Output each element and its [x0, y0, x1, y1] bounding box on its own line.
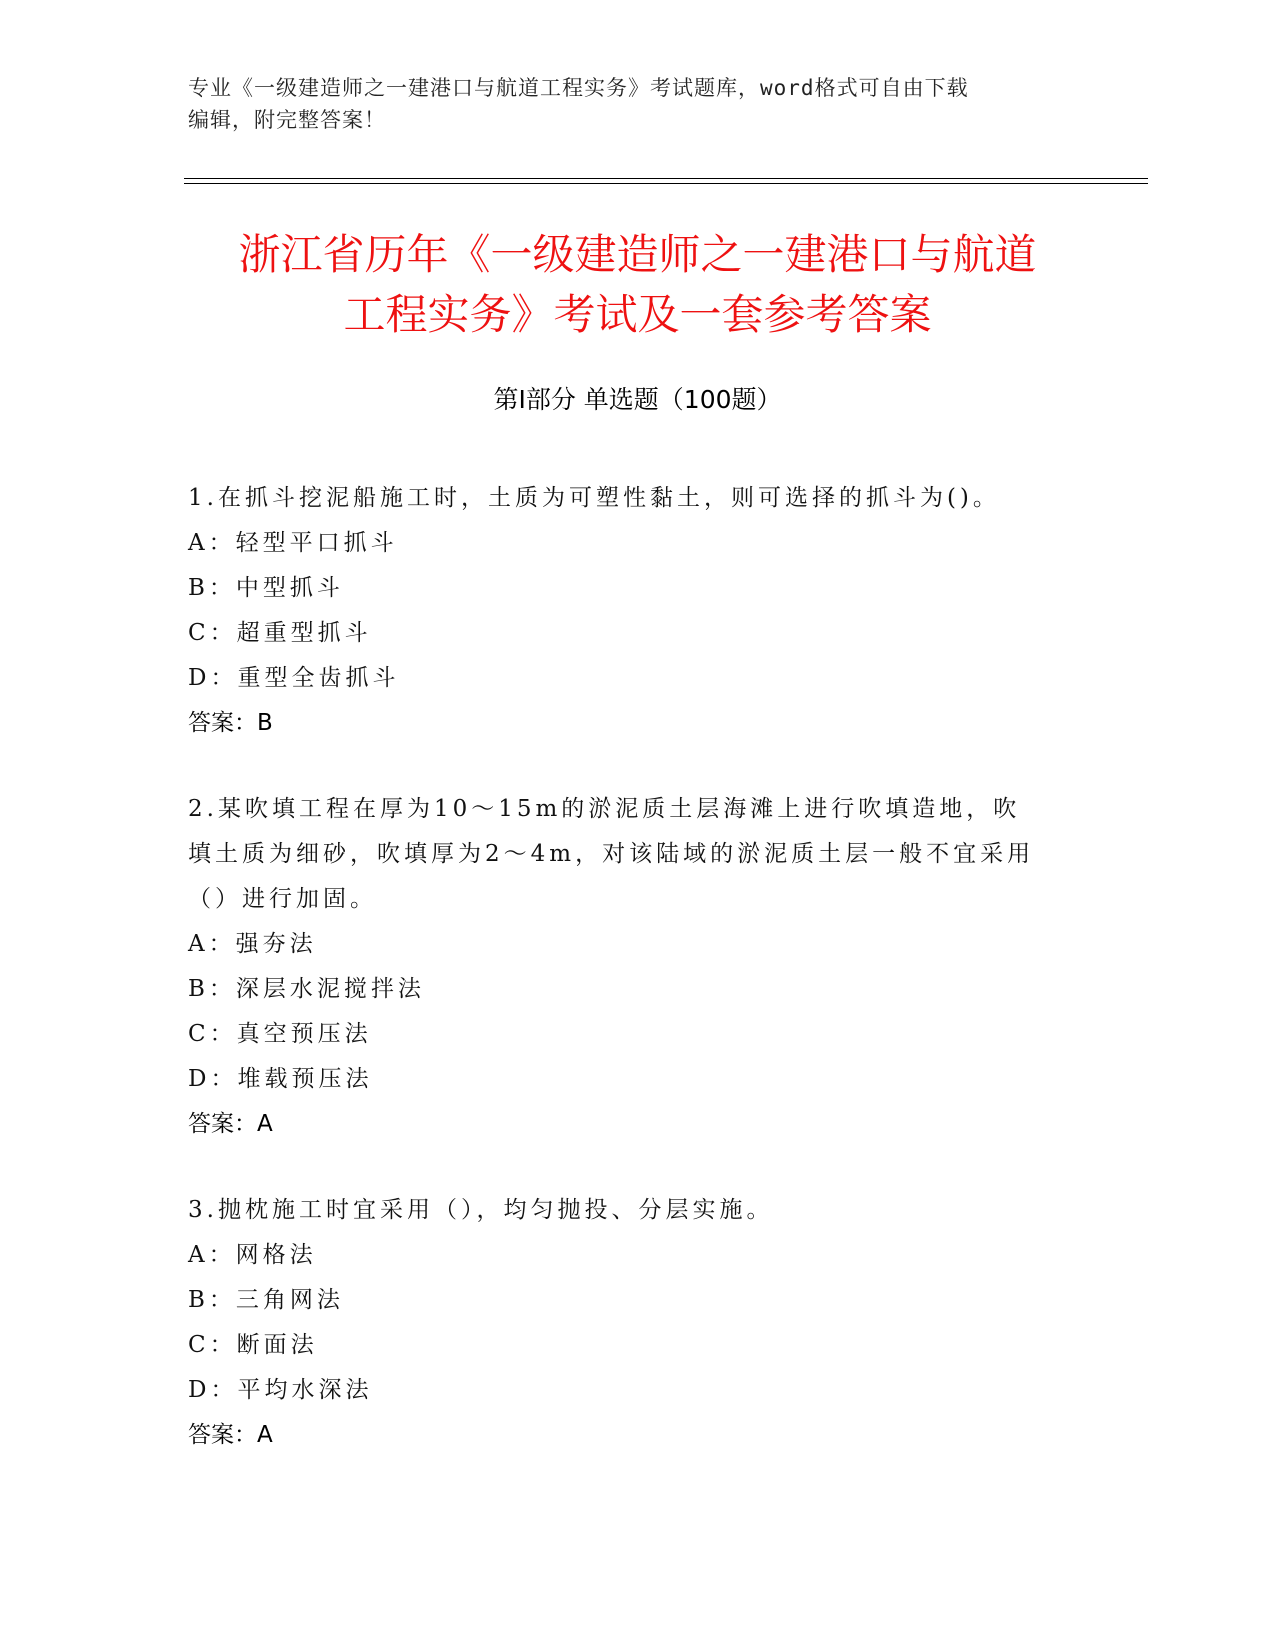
answer: 答案：B	[188, 710, 273, 736]
question-stem: 1.在抓斗挖泥船施工时，土质为可塑性黏土，则可选择的抓斗为()。	[188, 485, 1000, 511]
option-d: D：重型全齿抓斗	[188, 665, 400, 691]
title-line-2: 工程实务》考试及一套参考答案	[343, 290, 932, 339]
option-b: B：深层水泥搅拌法	[188, 976, 425, 1002]
answer: 答案：A	[188, 1422, 273, 1448]
option-d: D：平均水深法	[188, 1377, 373, 1403]
question-2	[188, 787, 1088, 1147]
answer: 答案：A	[188, 1111, 273, 1137]
header-divider-top	[184, 178, 1148, 179]
question-stem-line-2: 填土质为细砂，吹填厚为2～4m，对该陆域的淤泥质土层一般不宜采用	[188, 841, 1035, 867]
question-stem: 3.抛枕施工时宜采用（），均匀抛投、分层实施。	[188, 1197, 774, 1223]
option-a: A：网格法	[188, 1242, 317, 1268]
option-c: C：超重型抓斗	[188, 620, 372, 646]
option-d: D：堆载预压法	[188, 1066, 373, 1092]
header-divider-bottom	[184, 183, 1148, 184]
question-stem-line-1: 2.某吹填工程在厚为10～15m的淤泥质土层海滩上进行吹填造地，吹	[188, 796, 1021, 822]
question-stem-line-3: （）进行加固。	[188, 886, 377, 912]
option-c: C：断面法	[188, 1332, 318, 1358]
option-a: A：强夯法	[188, 931, 317, 957]
title-line-1: 浙江省历年《一级建造师之一建港口与航道	[238, 230, 1037, 279]
document-title	[160, 225, 1115, 345]
header-line-1: 专业《一级建造师之一建港口与航道工程实务》考试题库，word格式可自由下载	[188, 76, 969, 100]
section-heading: 第Ⅰ部分 单选题（100题）	[493, 385, 782, 414]
question-3	[188, 1188, 1088, 1458]
document-header	[188, 72, 1088, 136]
question-list	[188, 476, 1088, 1499]
option-a: A：轻型平口抓斗	[188, 530, 398, 556]
option-c: C：真空预压法	[188, 1021, 372, 1047]
option-b: B：三角网法	[188, 1287, 344, 1313]
header-line-2: 编辑，附完整答案！	[188, 108, 386, 132]
question-1	[188, 476, 1088, 746]
option-b: B：中型抓斗	[188, 575, 344, 601]
